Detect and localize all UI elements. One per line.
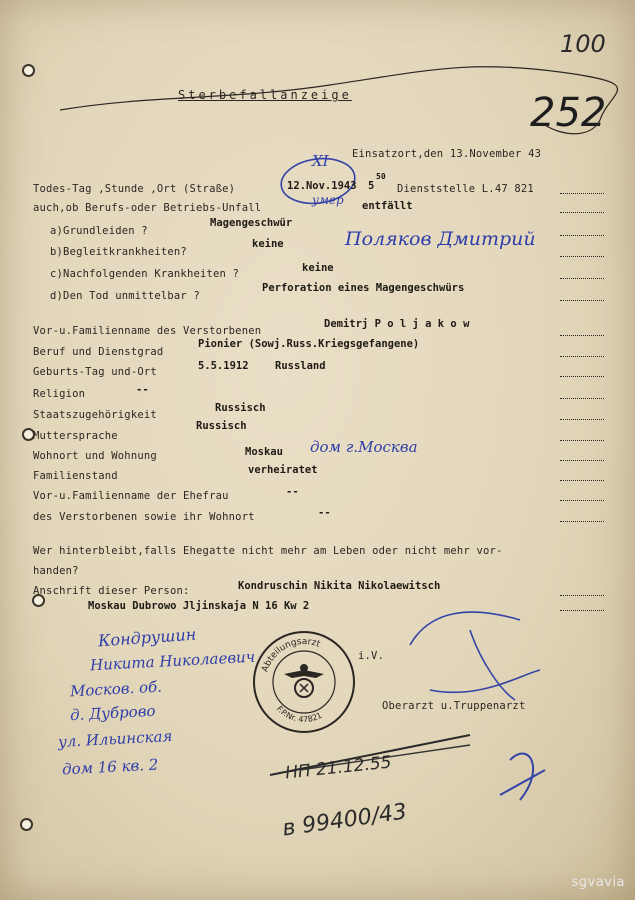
anschrift-value: Kondruschin Nikita Nikolaewitsch [238, 580, 441, 592]
death-hour-sup: 50 [376, 172, 386, 181]
death-place: Dienststelle L.47 821 [397, 183, 534, 195]
staat-value: Russisch [215, 402, 266, 414]
dotted-leader [560, 398, 604, 399]
handwritten-note: умер [312, 193, 344, 207]
name-value: Demitrj P o l j a k o w [324, 318, 470, 330]
dotted-leader [560, 300, 604, 301]
mutter-value: Russisch [196, 420, 247, 432]
handwritten-roman: XI [312, 152, 329, 170]
document-title: Sterbefallanzeige [178, 88, 352, 102]
dotted-leader [560, 256, 604, 257]
dotted-leader [560, 193, 604, 194]
unfall-value: entfällt [362, 200, 413, 212]
label-wer: Wer hinterbleibt,falls Ehegatte nicht mehr am Leben oder nicht mehr vor- [33, 545, 503, 557]
dotted-leader [560, 500, 604, 501]
label-wohnort: Wohnort und Wohnung [33, 450, 157, 462]
verst-value: -- [318, 507, 331, 519]
label-todes: Todes-Tag ,Stunde ,Ort (Straße) [33, 183, 236, 195]
dotted-leader [560, 212, 604, 213]
label-iv: i.V. [358, 650, 385, 662]
page-number: 100 [560, 30, 606, 58]
dotted-leader [560, 480, 604, 481]
dotted-leader [560, 419, 604, 420]
label-oberarzt: Oberarzt u.Truppenarzt [382, 700, 526, 712]
hw-line-2: Никита Николаевич [89, 647, 256, 675]
grundleiden-value: Magengeschwür [210, 217, 293, 229]
label-wer-2: handen? [33, 565, 79, 577]
hw-line-4: д. Дуброво [69, 701, 156, 725]
dotted-leader [560, 278, 604, 279]
label-geburt: Geburts-Tag und-Ort [33, 366, 157, 378]
file-number: в 99400/43 [280, 799, 409, 842]
label-ehefrau: Vor-u.Familienname der Ehefrau [33, 490, 229, 502]
handwritten-name: Поляков Дмитрий [345, 228, 536, 250]
label-stand: Familienstand [33, 470, 118, 482]
archive-number: 252 [530, 90, 607, 136]
svg-text:F.P.Nr. 47821: F.P.Nr. 47821 [274, 704, 324, 725]
hw-line-6: дом 16 кв. 2 [61, 755, 159, 779]
dotted-leader [560, 335, 604, 336]
geburt-place: Russland [275, 360, 326, 372]
beruf-value: Pionier (Sowj.Russ.Kriegsgefangene) [198, 338, 420, 350]
nachfolgend-value: keine [302, 262, 334, 274]
label-begleit: b)Begleitkrankheiten? [50, 246, 187, 258]
dotted-leader [560, 376, 604, 377]
label-verst: des Verstorbenen sowie ihr Wohnort [33, 511, 255, 523]
hw-line-5: ул. Ильинская [57, 727, 173, 751]
dotted-leader [560, 460, 604, 461]
wohnort-handwritten: дом г.Москва [310, 438, 418, 456]
label-staat: Staatszugehörigkeit [33, 409, 157, 421]
struck-number: НП 21.12.55 [284, 752, 393, 784]
label-anschrift: Anschrift dieser Person: [33, 585, 190, 597]
dotted-leader [560, 356, 604, 357]
hw-line-1: Кондрушин [97, 624, 197, 651]
place-date: Einsatzort,den 13.November 43 [352, 148, 542, 160]
dotted-leader [560, 440, 604, 441]
anschrift-value-2: Moskau Dubrowo Jljinskaja N 16 Kw 2 [88, 600, 310, 612]
dotted-leader [560, 595, 604, 596]
label-grundleiden: a)Grundleiden ? [50, 225, 148, 237]
label-mutter: Muttersprache [33, 430, 118, 442]
death-hour: 5 [368, 180, 375, 192]
dotted-leader [560, 521, 604, 522]
hw-line-3: Москов. об. [69, 677, 163, 701]
official-stamp [250, 628, 358, 736]
wohnort-value: Moskau [245, 446, 283, 458]
geburt-value: 5.5.1912 [198, 360, 249, 372]
begleit-value: keine [252, 238, 284, 250]
label-tod-unmittelbar: d)Den Tod unmittelbar ? [50, 290, 200, 302]
label-nachfolgend: c)Nachfolgenden Krankheiten ? [50, 268, 240, 280]
tod-value: Perforation eines Magengeschwürs [262, 282, 465, 294]
stand-value: verheiratet [248, 464, 318, 476]
label-religion: Religion [33, 388, 86, 400]
label-unfall: auch,ob Berufs-oder Betriebs-Unfall [33, 202, 262, 214]
ehefrau-value: -- [286, 486, 299, 498]
dotted-leader [560, 235, 604, 236]
watermark: sgvavia [571, 875, 625, 890]
religion-value: -- [136, 384, 149, 396]
dotted-leader [560, 610, 604, 611]
label-name: Vor-u.Familienname des Verstorbenen [33, 325, 262, 337]
label-beruf: Beruf und Dienstgrad [33, 346, 164, 358]
svg-text:Abteilungsarzt: Abteilungsarzt [260, 636, 322, 674]
death-date: 12.Nov.1943 [287, 180, 357, 192]
